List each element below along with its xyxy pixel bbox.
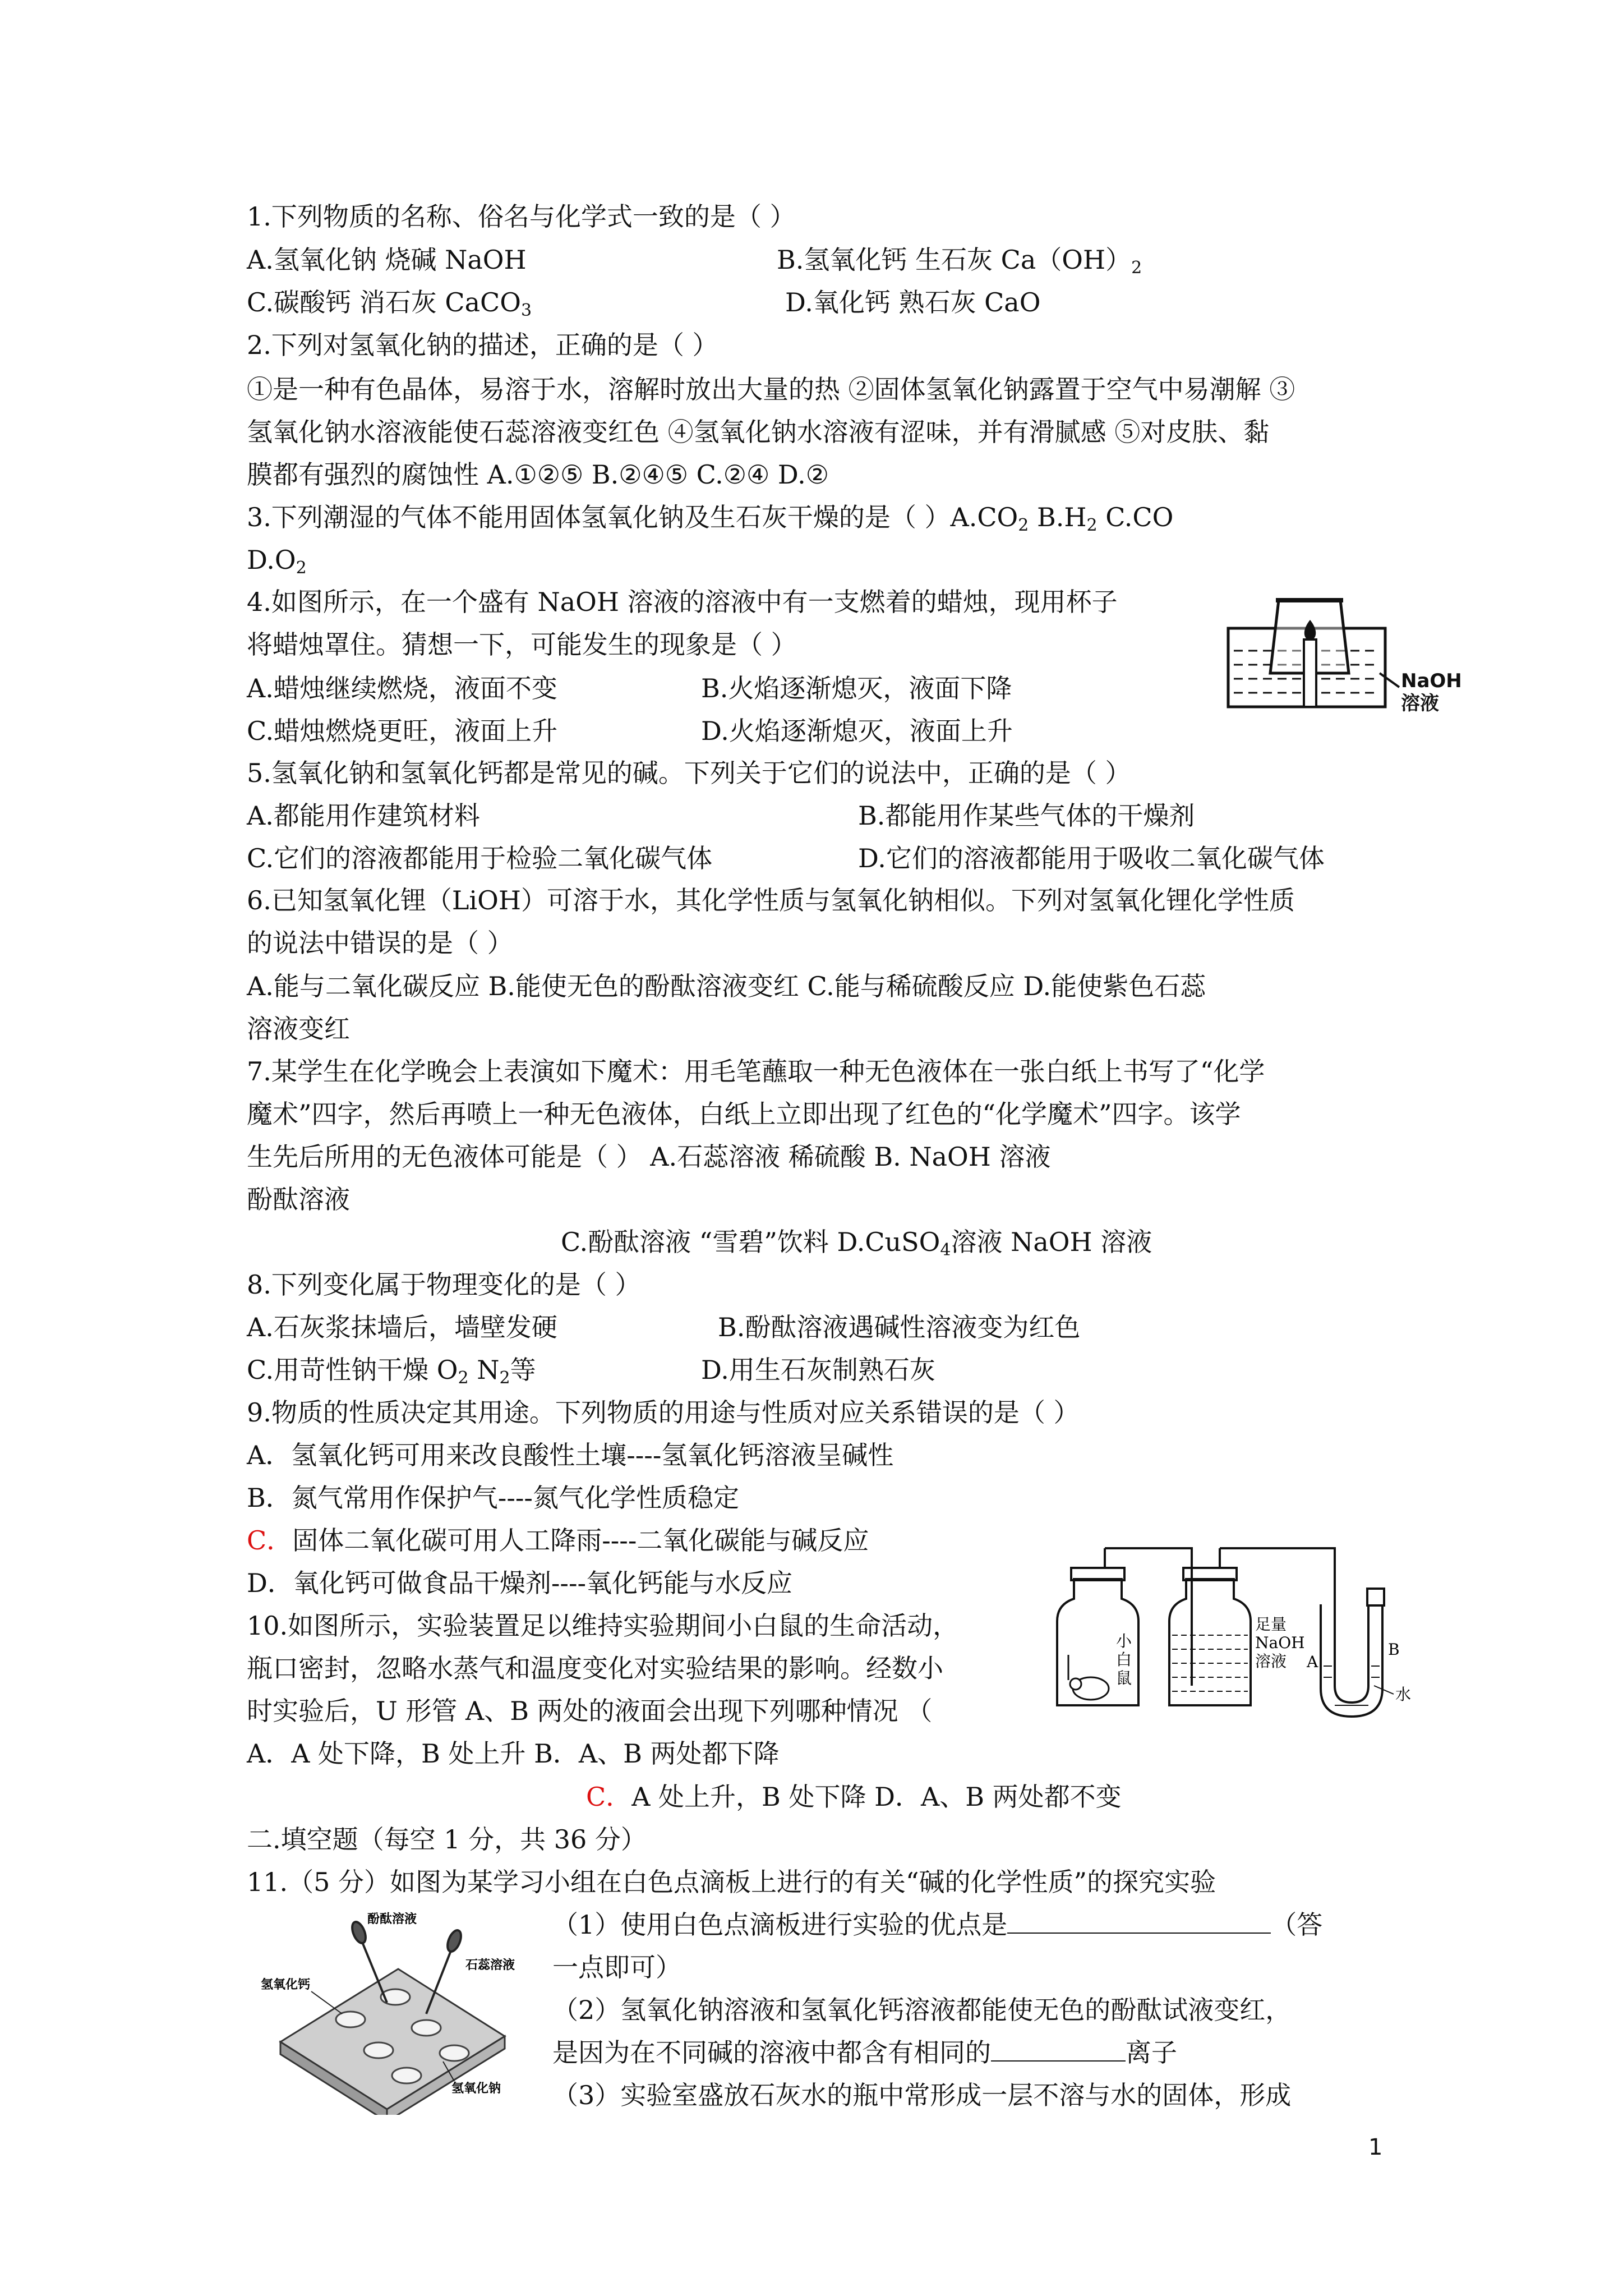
text-segment: 10.如图所示，实验装置足以维持实验期间小白鼠的生命活动，: [247, 1611, 959, 1641]
text-line: [701, 715, 1013, 747]
text-line: [858, 843, 1325, 874]
text-line: [247, 501, 1173, 533]
subscript: 2: [296, 558, 307, 578]
text-segment: 2.下列对氢氧化钠的描述，正确的是（ ）: [247, 330, 718, 360]
text-line: [552, 1994, 1291, 2026]
text-segment: 一点即可）: [552, 1952, 681, 1982]
text-segment: 瓶口密封，忽略水蒸气和温度变化对实验结果的影响。经数小: [247, 1653, 943, 1683]
text-segment: 是因为在不同碱的溶液中都含有相同的: [552, 2037, 991, 2068]
mouse-experiment-figure: [1032, 1537, 1469, 1739]
text-segment: B．氮气常用作保护气----氮气化学性质稳定: [247, 1483, 739, 1513]
text-segment: 6.已知氢氧化锂（LiOH）可溶于水，其化学性质与氢氧化钠相似。下列对氢氧化锂化学性质: [247, 885, 1295, 915]
text-segment: A.石灰浆抹墙后，墙壁发硬: [247, 1312, 557, 1342]
text-line: [552, 2079, 1291, 2111]
text-line: [247, 329, 718, 361]
text-segment: A.能与二氧化碳反应 B.能使无色的酚酞溶液变红 C.能与稀硫酸反应 D.能使紫色石蕊: [247, 971, 1206, 1001]
text-segment: B.H: [1029, 502, 1087, 532]
text-segment: 的说法中错误的是（ ）: [247, 928, 513, 958]
mouse-label-2: 白: [1116, 1650, 1132, 1669]
text-segment: D.O: [247, 545, 296, 575]
text-segment: B.氢氧化钙 生石灰 Ca（OH）: [777, 245, 1132, 275]
mouse-label-3: 鼠: [1116, 1669, 1132, 1687]
text-segment: C.CO: [1097, 502, 1174, 532]
text-segment: 溶液 NaOH 溶液: [951, 1227, 1152, 1257]
litmus-label: 石蕊溶液: [465, 1958, 515, 1972]
answer-blank[interactable]: [991, 2038, 1126, 2062]
text-line: [552, 1952, 681, 1983]
text-segment: 1.下列物质的名称、俗名与化学式一致的是（ ）: [247, 201, 796, 232]
text-line: [247, 544, 307, 576]
text-line: [777, 244, 1142, 278]
subscript: 2: [499, 1368, 510, 1388]
text-segment: B.都能用作某些气体的干燥剂: [858, 800, 1195, 831]
text-segment: 魔术”四字，然后再喷上一种无色液体，白纸上立即出现了红色的“化学魔术”四字。该学: [247, 1099, 1241, 1129]
text-segment: 生先后所用的无色液体可能是（ ） A.石蕊溶液 稀硫酸 B. NaOH 溶液: [247, 1142, 1051, 1172]
text-line: [247, 1312, 557, 1343]
text-line: [701, 673, 1012, 704]
naoh-label: NaOH: [1401, 670, 1462, 692]
text-segment: 氢氧化钠水溶液能使石蕊溶液变红色 ④氢氧化钠水溶液有涩味，并有滑腻感 ⑤对皮肤、黏: [247, 417, 1270, 447]
text-segment: 等: [510, 1355, 536, 1385]
text-line: [785, 287, 1040, 318]
text-segment: A．A 处下降，B 处上升 B．A、B 两处都下降: [247, 1738, 780, 1769]
text-segment: 4.如图所示，在一个盛有 NaOH 溶液的溶液中有一支燃着的蜡烛，现用杯子: [247, 587, 1118, 617]
water-label: 水: [1395, 1685, 1412, 1704]
text-line: [247, 1056, 1265, 1087]
subscript: 3: [520, 301, 532, 320]
text-line: [247, 374, 1295, 405]
subscript: 2: [458, 1368, 469, 1388]
text-segment: 时实验后，U 形管 A、B 两处的液面会出现下列哪种情况 （: [247, 1696, 933, 1726]
text-line: [247, 1525, 869, 1556]
text-segment: A.氢氧化钠 烧碱 NaOH: [247, 245, 527, 275]
text-segment: D．氧化钙可做食品干燥剂----氧化钙能与水反应: [247, 1568, 793, 1598]
text-line: [858, 800, 1195, 831]
subscript: 2: [1131, 258, 1142, 278]
text-segment: D.氧化钙 熟石灰 CaO: [785, 287, 1041, 318]
text-line: [247, 673, 557, 704]
text-line: [247, 244, 527, 275]
text-line: [247, 970, 1206, 1002]
text-line: [247, 843, 712, 874]
text-segment: A.蜡烛继续燃烧，液面不变: [247, 673, 557, 703]
text-segment: 膜都有强烈的腐蚀性 A.①②⑤ B.②④⑤ C.②④ D.②: [247, 459, 829, 490]
text-segment: 二.填空题（每空 1 分，共 36 分）: [247, 1824, 647, 1855]
text-segment: 3.下列潮湿的气体不能用固体氢氧化钠及生石灰干燥的是（ ）A.CO: [247, 502, 1018, 532]
naoh-label-3: 溶液: [1255, 1652, 1287, 1671]
text-segment: 酚酞溶液: [247, 1184, 350, 1214]
text-segment: 溶液变红: [247, 1014, 350, 1044]
text-line: [247, 1439, 893, 1471]
text-segment: B.火焰逐渐熄灭，液面下降: [701, 673, 1012, 703]
text-segment: C.碳酸钙 消石灰 CaCO: [247, 287, 521, 318]
mouse-label-1: 小: [1116, 1632, 1132, 1650]
label-a: A: [1307, 1653, 1318, 1671]
text-line: [718, 1312, 1080, 1343]
text-line: [247, 459, 829, 490]
text-line: [247, 1610, 958, 1641]
text-line: [247, 1653, 943, 1684]
text-segment: C.它们的溶液都能用于检验二氧化碳气体: [247, 843, 713, 873]
text-segment: 固体二氧化碳可用人工降雨----二氧化碳能与碱反应: [292, 1525, 869, 1556]
subscript: 4: [940, 1240, 951, 1260]
answer-blank[interactable]: [1007, 1910, 1271, 1934]
text-line: [247, 1269, 641, 1300]
page-number: 1: [1368, 2134, 1383, 2160]
text-line: [247, 1567, 792, 1599]
solution-label: 溶液: [1401, 692, 1439, 715]
text-segment: C.酚酞溶液 “雪碧”饮料 D.CuSO: [561, 1227, 940, 1257]
text-segment: 离子: [1126, 2037, 1177, 2068]
text-line: [247, 1141, 1051, 1172]
text-segment: 将蜡烛罩住。猜想一下，可能发生的现象是（ ）: [247, 629, 797, 660]
text-line: [247, 927, 513, 959]
candle-naoh-figure: [1223, 589, 1469, 718]
text-segment: （3）实验室盛放石灰水的瓶中常形成一层不溶与水的固体，形成: [552, 2080, 1292, 2110]
text-segment: 8.下列变化属于物理变化的是（ ）: [247, 1269, 641, 1300]
naoh-label-1: 足量: [1255, 1615, 1287, 1634]
text-line: [552, 2037, 1177, 2068]
text-line: [247, 885, 1295, 916]
text-segment: （2）氢氧化钠溶液和氢氧化钙溶液都能使无色的酚酞试液变红，: [552, 1995, 1292, 2025]
text-line: [247, 1098, 1241, 1130]
text-segment: A．氢氧化钙可用来改良酸性土壤----氢氧化钙溶液呈碱性: [247, 1440, 894, 1470]
text-line: [561, 1226, 1152, 1258]
text-line: [247, 1738, 780, 1769]
text-segment: A.都能用作建筑材料: [247, 800, 480, 831]
naoh-label-2: NaOH: [1255, 1634, 1305, 1652]
text-segment: 9.物质的性质决定其用途。下列物质的用途与性质对应关系错误的是（ ）: [247, 1397, 1080, 1428]
text-line: [247, 1695, 932, 1727]
text-segment: 11.（5 分）如图为某学习小组在白色点滴板上进行的有关“碱的化学性质”的探究实验: [247, 1867, 1216, 1897]
text-line: [247, 1482, 739, 1513]
text-line: [247, 757, 1131, 789]
text-segment: B.酚酞溶液遇碱性溶液变为红色: [718, 1312, 1081, 1342]
text-segment: C.用苛性钠干燥 O: [247, 1355, 458, 1385]
text-segment: D.用生石灰制熟石灰: [701, 1355, 935, 1385]
text-segment: 5.氢氧化钠和氢氧化钙都是常见的碱。下列关于它们的说法中，正确的是（ ）: [247, 758, 1131, 788]
text-line: [247, 629, 797, 660]
text-line: [247, 1184, 350, 1215]
subscript: 2: [1086, 516, 1098, 535]
text-segment: D.火焰逐渐熄灭，液面上升: [701, 716, 1013, 746]
text-line: [247, 201, 796, 232]
phenolphthalein-label: 酚酞溶液: [367, 1912, 417, 1926]
text-line: [701, 1354, 935, 1386]
label-b: B: [1388, 1640, 1400, 1659]
text-line: [247, 1013, 350, 1045]
text-segment: ①是一种有色晶体，易溶于水，溶解时放出大量的热 ②固体氢氧化钠露置于空气中易潮解 ③: [247, 374, 1295, 404]
text-line: [552, 1909, 1322, 1940]
spot-plate-figure: [258, 1907, 550, 2115]
text-line: [247, 715, 557, 747]
text-line: [247, 800, 480, 831]
text-segment: A 处上升，B 处下降 D．A、B 两处都不变: [631, 1782, 1122, 1812]
text-line: [247, 1397, 1080, 1428]
text-segment: （1）使用白色点滴板进行实验的优点是: [552, 1910, 1008, 1940]
calcium-hydroxide-label: 氢氧化钙: [261, 1978, 311, 1992]
text-segment: C.蜡烛燃烧更旺，液面上升: [247, 716, 558, 746]
text-segment: （答: [1271, 1910, 1323, 1940]
text-line: [247, 1824, 647, 1855]
text-line: [247, 1866, 1216, 1898]
sodium-hydroxide-label: 氢氧化钠: [451, 2082, 501, 2096]
text-segment: 7.某学生在化学晚会上表演如下魔术：用毛笔蘸取一种无色液体在一张白纸上书写了“化学: [247, 1056, 1265, 1087]
text-line: [247, 1354, 536, 1386]
text-segment: C．: [247, 1525, 293, 1556]
text-line: [247, 416, 1269, 448]
text-line: [247, 586, 1118, 618]
text-segment: C．: [586, 1782, 632, 1812]
text-line: [586, 1781, 1122, 1812]
subscript: 2: [1018, 516, 1029, 535]
text-segment: D.它们的溶液都能用于吸收二氧化碳气体: [858, 843, 1325, 873]
text-line: [247, 287, 532, 318]
text-segment: N: [468, 1355, 500, 1385]
